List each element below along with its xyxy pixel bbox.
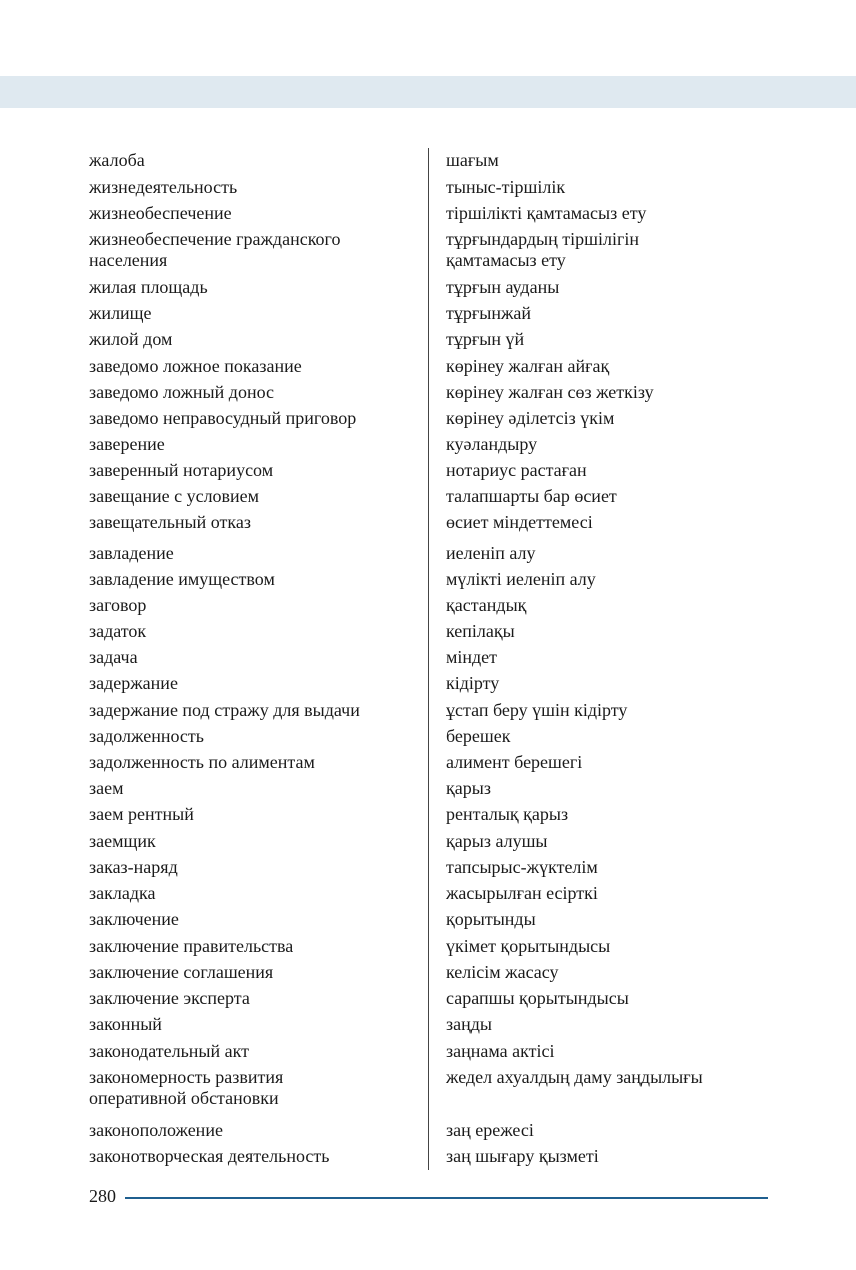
- translation-kk: кідірту: [446, 673, 500, 693]
- translation-kk: тұрғын ауданы: [446, 277, 560, 297]
- term-ru: заем: [89, 778, 124, 798]
- term-ru: законодательный акт: [89, 1041, 249, 1061]
- translation-kk: тапсырыс-жүктелім: [446, 857, 598, 877]
- translation-kk: қастандық: [446, 595, 527, 615]
- term-ru: заверение: [89, 434, 165, 454]
- term-ru: заключение правительства: [89, 936, 294, 956]
- term-ru: закладка: [89, 883, 156, 903]
- translation-kk: берешек: [446, 726, 511, 746]
- translation-kk: заң шығару қызметі: [446, 1146, 599, 1166]
- translation-kk: заң ережесі: [446, 1120, 534, 1140]
- term-ru: заведомо ложное показание: [89, 356, 302, 376]
- translation-kk: нотариус растаған: [446, 460, 587, 480]
- term-ru: закономерность развития оперативной обстановки: [89, 1067, 284, 1108]
- translation-kk: өсиет міндеттемесі: [446, 512, 593, 532]
- translation-kk: тұрғындардың тіршілігін қамтамасыз ету: [446, 229, 639, 270]
- term-ru: завещательный отказ: [89, 512, 251, 532]
- translation-kk: көрінеу жалған айғақ: [446, 356, 610, 376]
- translation-kk: көрінеу жалған сөз жеткізу: [446, 382, 654, 402]
- term-ru: задержание под стражу для выдачи: [89, 700, 360, 720]
- term-ru: заключение эксперта: [89, 988, 250, 1008]
- translation-kk: талапшарты бар өсиет: [446, 486, 617, 506]
- translation-kk: қорытынды: [446, 909, 536, 929]
- translation-kk: тұрғынжай: [446, 303, 532, 323]
- translation-kk: кепілақы: [446, 621, 515, 641]
- term-ru: заключение: [89, 909, 179, 929]
- translation-kk: алимент берешегі: [446, 752, 583, 772]
- term-ru: жалоба: [89, 150, 145, 170]
- translation-kk: ренталық қарыз: [446, 804, 569, 824]
- translation-kk: заңды: [446, 1014, 492, 1034]
- term-ru: жилая площадь: [89, 277, 208, 297]
- term-ru: заговор: [89, 595, 147, 615]
- term-ru: заведомо ложный донос: [89, 382, 275, 402]
- term-ru: задаток: [89, 621, 147, 641]
- term-ru: задолженность по алиментам: [89, 752, 315, 772]
- translation-kk: заңнама актісі: [446, 1041, 555, 1061]
- translation-kk: мүлікті иеленіп алу: [446, 569, 596, 589]
- term-ru: завладение имуществом: [89, 569, 275, 589]
- term-ru: заемщик: [89, 831, 156, 851]
- term-ru: задача: [89, 647, 138, 667]
- term-ru: заведомо неправосудный приговор: [89, 408, 357, 428]
- translation-kk: тіршілікті қамтамасыз ету: [446, 203, 647, 223]
- translation-kk: үкімет қорытындысы: [446, 936, 611, 956]
- term-ru: законоположение: [89, 1120, 223, 1140]
- term-ru: законный: [89, 1014, 162, 1034]
- translation-kk: куәландыру: [446, 434, 538, 454]
- term-ru: заключение соглашения: [89, 962, 274, 982]
- term-ru: задолженность: [89, 726, 204, 746]
- term-ru: жилой дом: [89, 329, 173, 349]
- translation-kk: қарыз: [446, 778, 491, 798]
- term-ru: жизнеобеспечение: [89, 203, 232, 223]
- term-ru: заем рентный: [89, 804, 194, 824]
- translation-kk: иеленіп алу: [446, 543, 536, 563]
- translation-kk: тыныс-тіршілік: [446, 177, 566, 197]
- translation-kk: жасырылған есірткі: [446, 883, 598, 903]
- translation-kk: шағым: [446, 150, 499, 170]
- term-ru: завладение: [89, 543, 174, 563]
- translation-kk: қарыз алушы: [446, 831, 548, 851]
- translation-kk: ұстап беру үшін кідірту: [446, 700, 628, 720]
- term-ru: задержание: [89, 673, 178, 693]
- translation-kk: көрінеу әділетсіз үкім: [446, 408, 615, 428]
- term-ru: жилище: [89, 303, 152, 323]
- translation-kk: міндет: [446, 647, 498, 667]
- term-ru: жизнеобеспечение гражданского населения: [89, 229, 341, 270]
- page-number: 280: [89, 1186, 116, 1206]
- term-ru: заверенный нотариусом: [89, 460, 274, 480]
- translation-kk: келісім жасасу: [446, 962, 559, 982]
- term-ru: завещание с условием: [89, 486, 260, 506]
- translation-kk: сарапшы қорытындысы: [446, 988, 629, 1008]
- translation-kk: тұрғын үй: [446, 329, 525, 349]
- translation-kk: жедел ахуалдың даму заңдылығы: [446, 1067, 703, 1087]
- term-ru: законотворческая деятельность: [89, 1146, 330, 1166]
- footer-rule: [125, 1197, 768, 1199]
- term-ru: жизнедеятельность: [89, 177, 238, 197]
- term-ru: заказ-наряд: [89, 857, 178, 877]
